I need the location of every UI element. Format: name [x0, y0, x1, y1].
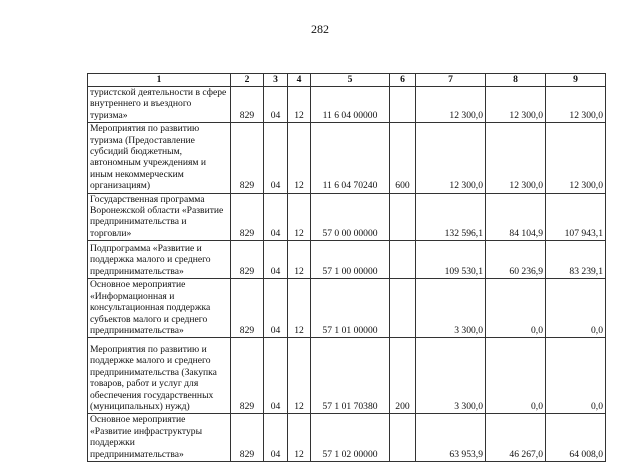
cell-section: 04 — [264, 279, 288, 338]
cell-expense-type — [390, 414, 416, 462]
column-header: 5 — [311, 74, 390, 87]
page-number: 282 — [311, 22, 329, 36]
row-name: Подпрограмма «Развитие и поддержка малого и среднего предпринимательства» — [88, 241, 231, 279]
cell-admin-code: 829 — [231, 87, 264, 123]
cell-amount-8: 0,0 — [486, 279, 546, 338]
cell-amount-9: 107 943,1 — [546, 193, 606, 241]
row-name: Мероприятия по развитию и поддержке малого и среднего предпринимательства (Закупка товаров, работ и услуг для обеспечения государственных (муниципальных) нужд) — [88, 338, 231, 414]
cell-section: 04 — [264, 414, 288, 462]
cell-subsection: 12 — [288, 279, 311, 338]
cell-amount-8: 46 267,0 — [486, 414, 546, 462]
cell-section: 04 — [264, 241, 288, 279]
cell-target-article: 57 0 00 00000 — [311, 193, 390, 241]
cell-section: 04 — [264, 193, 288, 241]
cell-subsection: 12 — [288, 241, 311, 279]
row-name: туристской деятельности в сфере внутреннего и въездного туризма» — [88, 87, 231, 123]
cell-amount-9: 64 008,0 — [546, 414, 606, 462]
cell-amount-7: 12 300,0 — [416, 87, 486, 123]
cell-amount-7: 12 300,0 — [416, 123, 486, 193]
cell-expense-type — [390, 279, 416, 338]
row-name: Государственная программа Воронежской области «Развитие предпринимательства и торговли» — [88, 193, 231, 241]
cell-subsection: 12 — [288, 193, 311, 241]
column-header: 2 — [231, 74, 264, 87]
budget-table — [87, 73, 606, 462]
table-row — [88, 87, 606, 123]
cell-admin-code: 829 — [231, 123, 264, 193]
row-name: Мероприятия по развитию туризма (Предоставление субсидий бюджетным, автономным учреждениям и иным некоммерческим организациям) — [88, 123, 231, 193]
cell-subsection: 12 — [288, 123, 311, 193]
cell-amount-7: 109 530,1 — [416, 241, 486, 279]
column-header: 7 — [416, 74, 486, 87]
table-row — [88, 193, 606, 241]
cell-section: 04 — [264, 123, 288, 193]
cell-amount-8: 12 300,0 — [486, 123, 546, 193]
table-row — [88, 241, 606, 279]
cell-subsection: 12 — [288, 414, 311, 462]
cell-target-article: 11 6 04 00000 — [311, 87, 390, 123]
table-row — [88, 279, 606, 338]
column-header: 1 — [88, 74, 231, 87]
cell-expense-type: 200 — [390, 338, 416, 414]
cell-expense-type — [390, 193, 416, 241]
cell-target-article: 57 1 01 00000 — [311, 279, 390, 338]
cell-target-article: 11 6 04 70240 — [311, 123, 390, 193]
cell-target-article: 57 1 01 70380 — [311, 338, 390, 414]
row-name: Основное мероприятие «Информационная и консультационная поддержка субъектов малого и среднего предпринимательства» — [88, 279, 231, 338]
cell-expense-type — [390, 241, 416, 279]
table-row — [88, 414, 606, 462]
cell-amount-9: 12 300,0 — [546, 123, 606, 193]
cell-amount-7: 3 300,0 — [416, 279, 486, 338]
cell-section: 04 — [264, 87, 288, 123]
cell-amount-9: 83 239,1 — [546, 241, 606, 279]
column-header: 3 — [264, 74, 288, 87]
cell-admin-code: 829 — [231, 279, 264, 338]
cell-target-article: 57 1 00 00000 — [311, 241, 390, 279]
cell-amount-8: 0,0 — [486, 338, 546, 414]
cell-admin-code: 829 — [231, 338, 264, 414]
cell-amount-9: 0,0 — [546, 338, 606, 414]
cell-subsection: 12 — [288, 87, 311, 123]
cell-expense-type — [390, 87, 416, 123]
header-row — [88, 74, 606, 87]
table-row — [88, 338, 606, 414]
cell-section: 04 — [264, 338, 288, 414]
table-row — [88, 123, 606, 193]
cell-amount-7: 3 300,0 — [416, 338, 486, 414]
cell-amount-9: 0,0 — [546, 279, 606, 338]
column-header: 6 — [390, 74, 416, 87]
cell-admin-code: 829 — [231, 193, 264, 241]
cell-amount-8: 84 104,9 — [486, 193, 546, 241]
cell-target-article: 57 1 02 00000 — [311, 414, 390, 462]
cell-amount-7: 132 596,1 — [416, 193, 486, 241]
column-header: 8 — [486, 74, 546, 87]
cell-amount-8: 12 300,0 — [486, 87, 546, 123]
cell-admin-code: 829 — [231, 414, 264, 462]
column-header: 9 — [546, 74, 606, 87]
cell-subsection: 12 — [288, 338, 311, 414]
cell-amount-8: 60 236,9 — [486, 241, 546, 279]
row-name: Основное мероприятие «Развитие инфраструктуры поддержки предпринимательства» — [88, 414, 231, 462]
cell-admin-code: 829 — [231, 241, 264, 279]
cell-amount-7: 63 953,9 — [416, 414, 486, 462]
column-header: 4 — [288, 74, 311, 87]
cell-expense-type: 600 — [390, 123, 416, 193]
cell-amount-9: 12 300,0 — [546, 87, 606, 123]
